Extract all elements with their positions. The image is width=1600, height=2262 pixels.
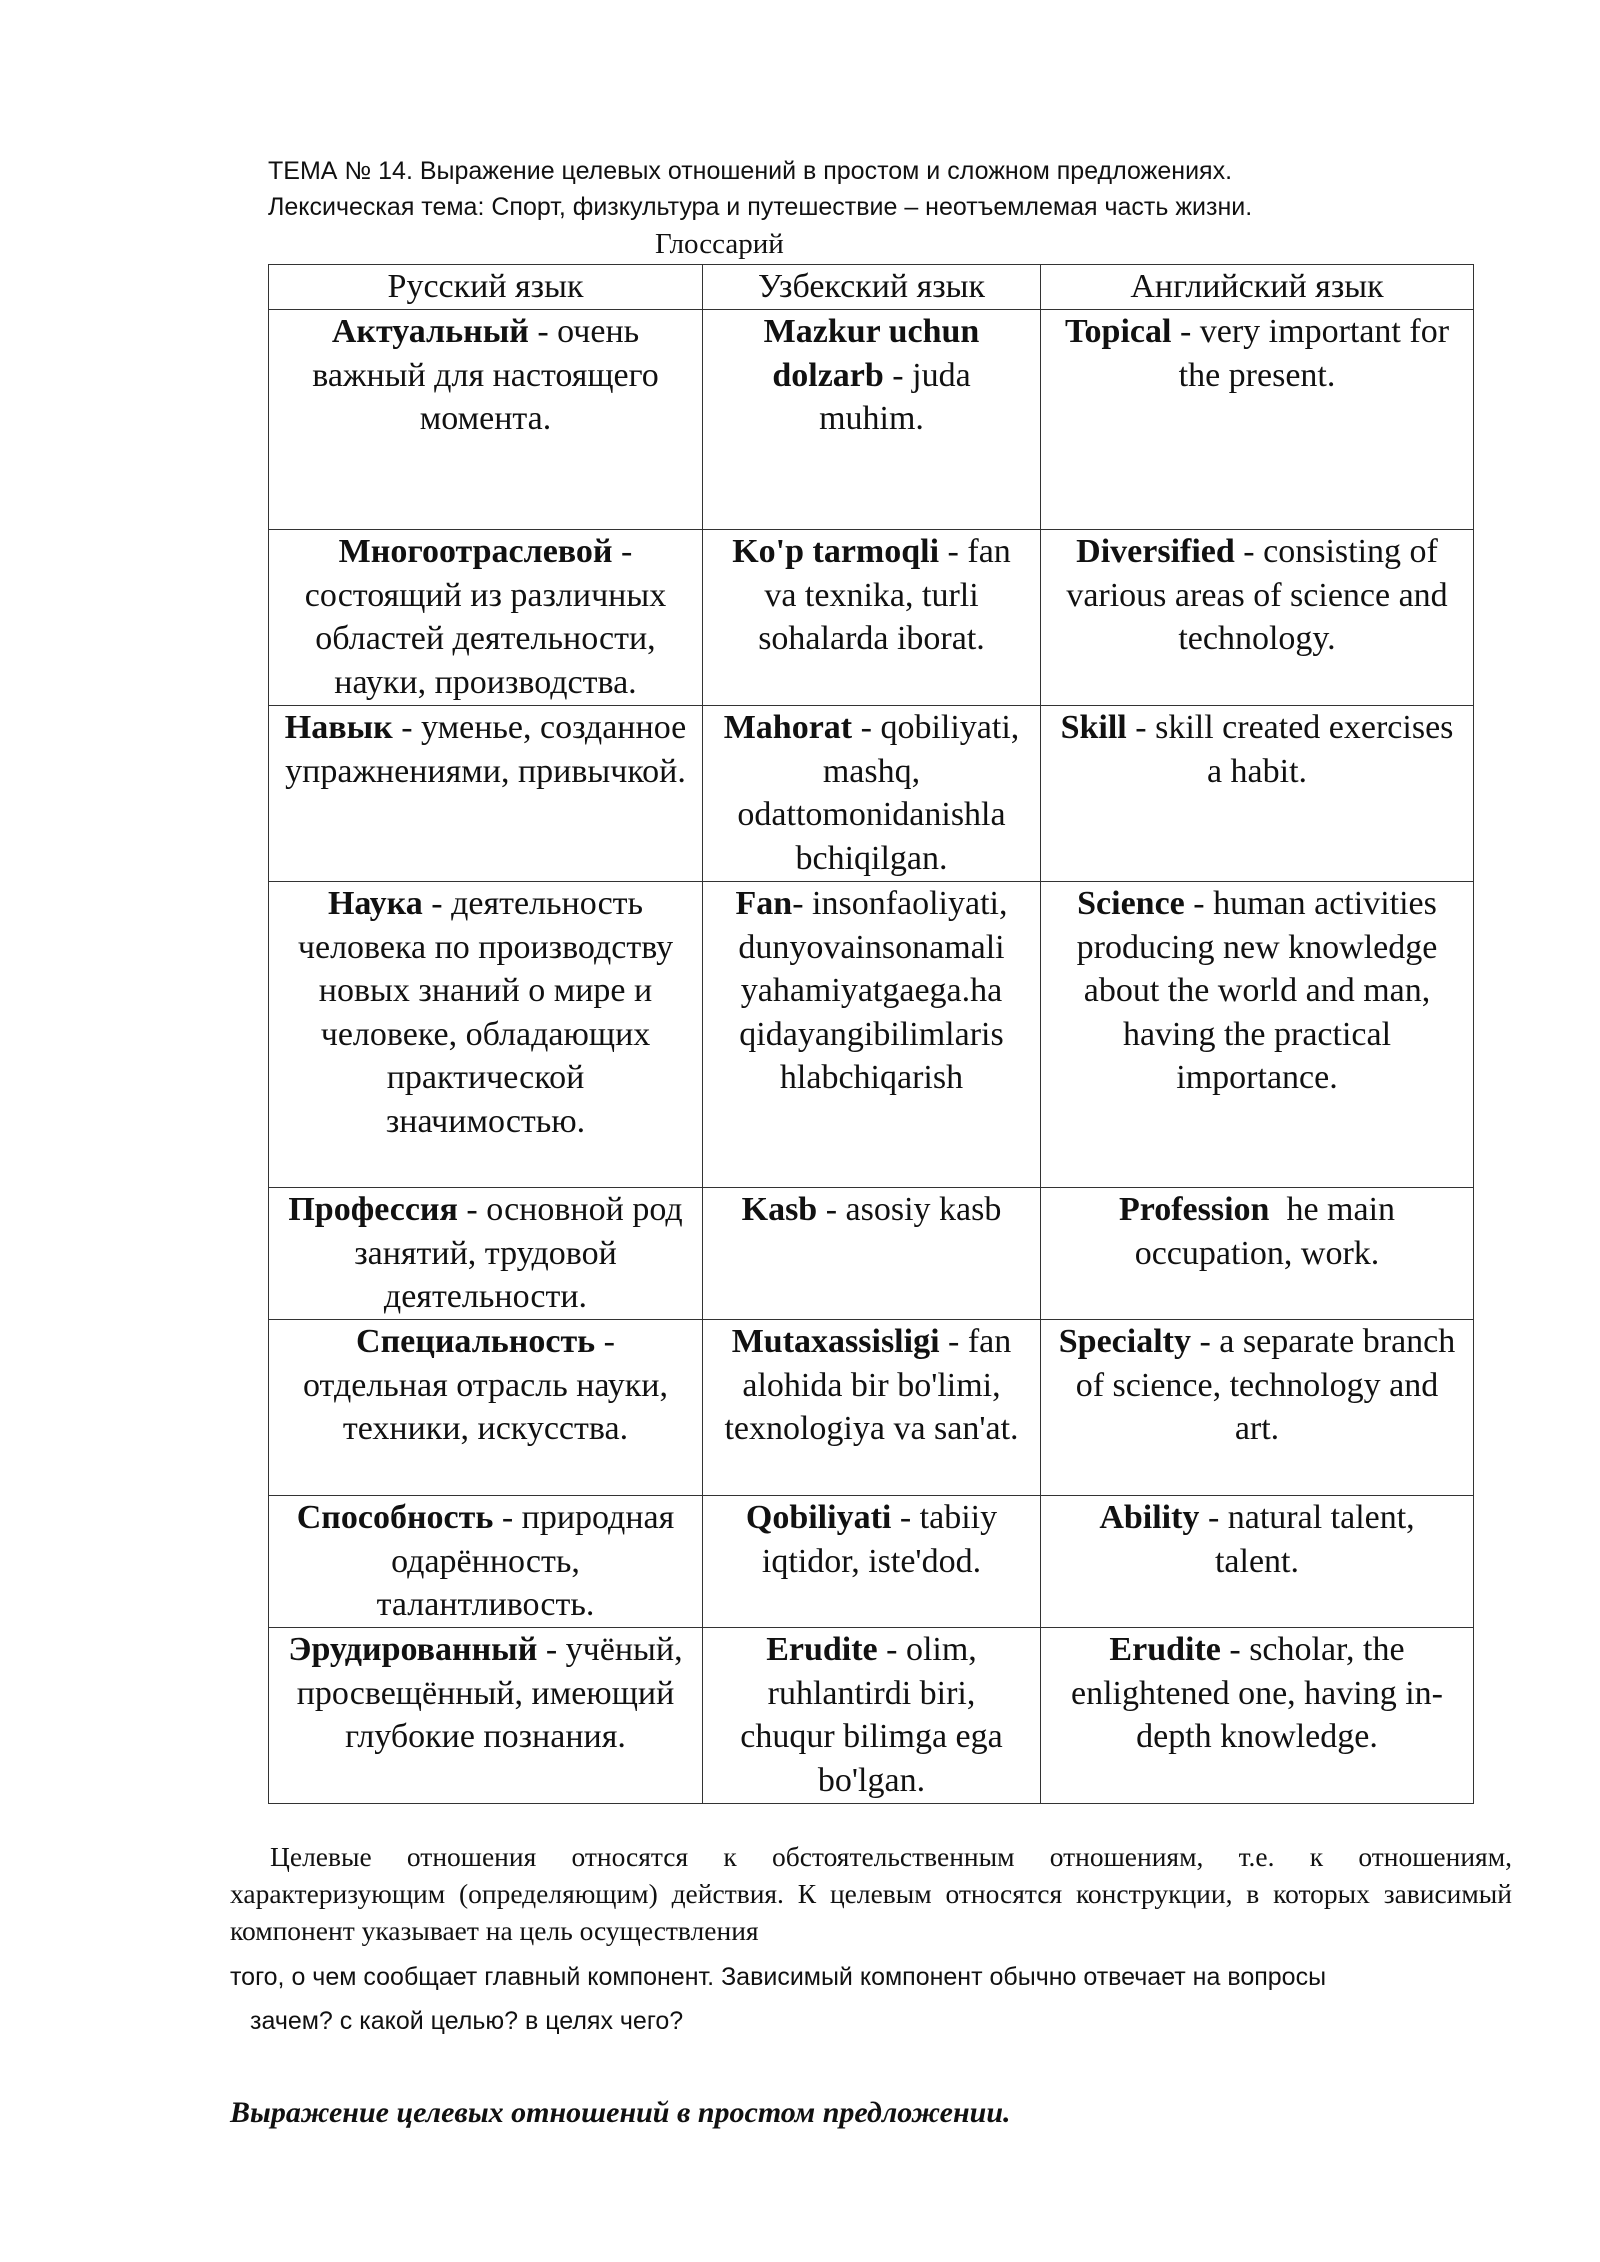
- glossary-cell-english: [1041, 1496, 1474, 1628]
- glossary-row: [269, 882, 1474, 1188]
- column-header-english: Английский язык: [1041, 265, 1474, 310]
- glossary-cell-uzbek: [703, 1496, 1041, 1628]
- glossary-definition: - qobiliyati, mashq, odattomonidanishla bchiqilgan.: [737, 709, 1028, 877]
- body-paragraph: [230, 1838, 1512, 1949]
- glossary-caption: Глоссарий: [655, 228, 784, 260]
- glossary-cell-uzbek: [703, 310, 1041, 530]
- glossary-definition: - juda muhim.: [819, 356, 980, 437]
- glossary-definition: - уменье, созданное упражнениями, привычкой.: [285, 709, 695, 790]
- glossary-term: Science: [1077, 885, 1185, 922]
- glossary-cell-english: [1041, 530, 1474, 706]
- glossary-definition: - очень важный для настоящего момента.: [312, 313, 668, 437]
- glossary-cell-russian: [269, 530, 703, 706]
- glossary-definition: - деятельность человека по производству новых знаний о мире и человеке, обладающих практической значимостью.: [297, 885, 682, 1140]
- glossary-cell-english: [1041, 1320, 1474, 1496]
- glossary-definition: - human activities producing new knowledge about the world and man, having the practical importance.: [1076, 885, 1446, 1096]
- topic-title: ТЕМА № 14. Выражение целевых отношений в простом и сложном предложениях.: [268, 157, 1233, 185]
- glossary-definition: - fan va texnika, turli sohalarda iborat.: [758, 533, 1020, 657]
- paragraph-first-line: Целевые отношения относятся к обстоятельственным отношениям, т.е. к отношениям,: [270, 1841, 1512, 1872]
- glossary-term: Profession: [1118, 1191, 1270, 1228]
- glossary-row: [269, 1320, 1474, 1496]
- glossary-header-row: [269, 265, 1474, 310]
- glossary-term: Наука: [327, 885, 423, 922]
- glossary-cell-uzbek: [703, 1188, 1041, 1320]
- glossary-definition: - olim, ruhlantirdi biri, chuqur bilimga ega bo'lgan.: [740, 1631, 1012, 1799]
- glossary-definition: - natural talent, talent.: [1199, 1499, 1424, 1580]
- glossary-term: Skill: [1060, 709, 1127, 746]
- lexical-topic: Лексическая тема: Спорт, физкультура и путешествие – неотъемлемая часть жизни.: [268, 193, 1253, 221]
- glossary-term: Навык: [284, 709, 393, 746]
- glossary-definition: - природная одарённость, талантливость.: [376, 1499, 683, 1623]
- body-paragraph-continued: того, о чем сообщает главный компонент. Зависимый компонент обычно отвечает на вопросы: [230, 1963, 1327, 1991]
- column-header-russian: Русский язык: [269, 265, 703, 310]
- glossary-cell-uzbek: [703, 530, 1041, 706]
- glossary-term: Многоотраслевой: [338, 533, 613, 570]
- glossary-cell-russian: [269, 706, 703, 882]
- glossary-cell-english: [1041, 882, 1474, 1188]
- glossary-cell-russian: [269, 882, 703, 1188]
- glossary-cell-uzbek: [703, 1320, 1041, 1496]
- section-heading: Выражение целевых отношений в простом предложении.: [230, 2096, 1011, 2129]
- column-header-uzbek: Узбекский язык: [703, 265, 1041, 310]
- glossary-term: Kasb: [741, 1191, 818, 1228]
- questions-line: зачем? с какой целью? в целях чего?: [250, 2007, 684, 2035]
- glossary-cell-russian: [269, 310, 703, 530]
- glossary-term: Способность: [296, 1499, 494, 1536]
- glossary-term: Fan: [735, 885, 793, 922]
- glossary-cell-russian: [269, 1628, 703, 1804]
- glossary-term: Mazkur uchun dolzarb: [763, 313, 980, 394]
- glossary-cell-russian: [269, 1188, 703, 1320]
- glossary-row: [269, 1188, 1474, 1320]
- glossary-term: Профессия: [288, 1191, 458, 1228]
- glossary-definition: - fan alohida bir bo'limi, texnologiya va san'at.: [724, 1323, 1020, 1447]
- glossary-definition: - consisting of various areas of science and technology.: [1066, 533, 1457, 657]
- glossary-definition: he main occupation, work.: [1134, 1191, 1404, 1272]
- glossary-row: [269, 1496, 1474, 1628]
- paragraph-continuation: характеризующим (определяющим) действия. К целевым относятся конструкции, в которых зависимый компонент указывает на цель осуществления: [230, 1878, 1512, 1946]
- glossary-definition: - scholar, the enlightened one, having in-depth knowledge.: [1070, 1631, 1443, 1755]
- glossary-definition: - very important for the present.: [1171, 313, 1458, 394]
- glossary-row: [269, 530, 1474, 706]
- glossary-row: [269, 706, 1474, 882]
- glossary-definition: - tabiiy iqtidor, iste'dod.: [761, 1499, 1006, 1580]
- glossary-cell-uzbek: [703, 706, 1041, 882]
- glossary-definition: - основной род занятий, трудовой деятельности.: [354, 1191, 692, 1315]
- glossary-row: [269, 1628, 1474, 1804]
- glossary-cell-uzbek: [703, 1628, 1041, 1804]
- glossary-cell-russian: [269, 1496, 703, 1628]
- glossary-term: Ability: [1099, 1499, 1200, 1536]
- glossary-term: Эрудированный: [288, 1631, 538, 1668]
- glossary-definition: - a separate branch of science, technology and art.: [1075, 1323, 1464, 1447]
- glossary-definition: - insonfaoliyati, dunyovainsonamali yahamiyatgaega.ha qidayangibilimlaris hlabchiqarish: [738, 885, 1016, 1096]
- glossary-term: Актуальный: [331, 313, 529, 350]
- glossary-term: Specialty: [1058, 1323, 1191, 1360]
- glossary-term: Mutaxassisligi: [731, 1323, 940, 1360]
- glossary-term: Erudite: [766, 1631, 878, 1668]
- glossary-term: Erudite: [1109, 1631, 1221, 1668]
- glossary-cell-english: [1041, 706, 1474, 882]
- glossary-term: Mahorat: [723, 709, 853, 746]
- glossary-cell-english: [1041, 1628, 1474, 1804]
- glossary-term: Ko'p tarmoqli: [732, 533, 940, 570]
- glossary-term: Qobiliyati: [745, 1499, 892, 1536]
- glossary-definition: - asosiy kasb: [817, 1191, 1002, 1228]
- glossary-row: [269, 310, 1474, 530]
- glossary-cell-russian: [269, 1320, 703, 1496]
- glossary-definition: - учёный, просвещённый, имеющий глубокие познания.: [296, 1631, 692, 1755]
- glossary-table: [268, 264, 1474, 1804]
- glossary-term: Специальность: [356, 1323, 596, 1360]
- glossary-cell-english: [1041, 310, 1474, 530]
- glossary-definition: - отдельная отрасль науки, техники, искусства.: [302, 1323, 677, 1447]
- glossary-definition: - состоящий из различных областей деятельности, науки, производства.: [304, 533, 675, 701]
- glossary-definition: - skill created exercises a habit.: [1126, 709, 1462, 790]
- glossary-term: Diversified: [1076, 533, 1235, 570]
- glossary-cell-english: [1041, 1188, 1474, 1320]
- glossary-cell-uzbek: [703, 882, 1041, 1188]
- glossary-term: Topical: [1064, 313, 1172, 350]
